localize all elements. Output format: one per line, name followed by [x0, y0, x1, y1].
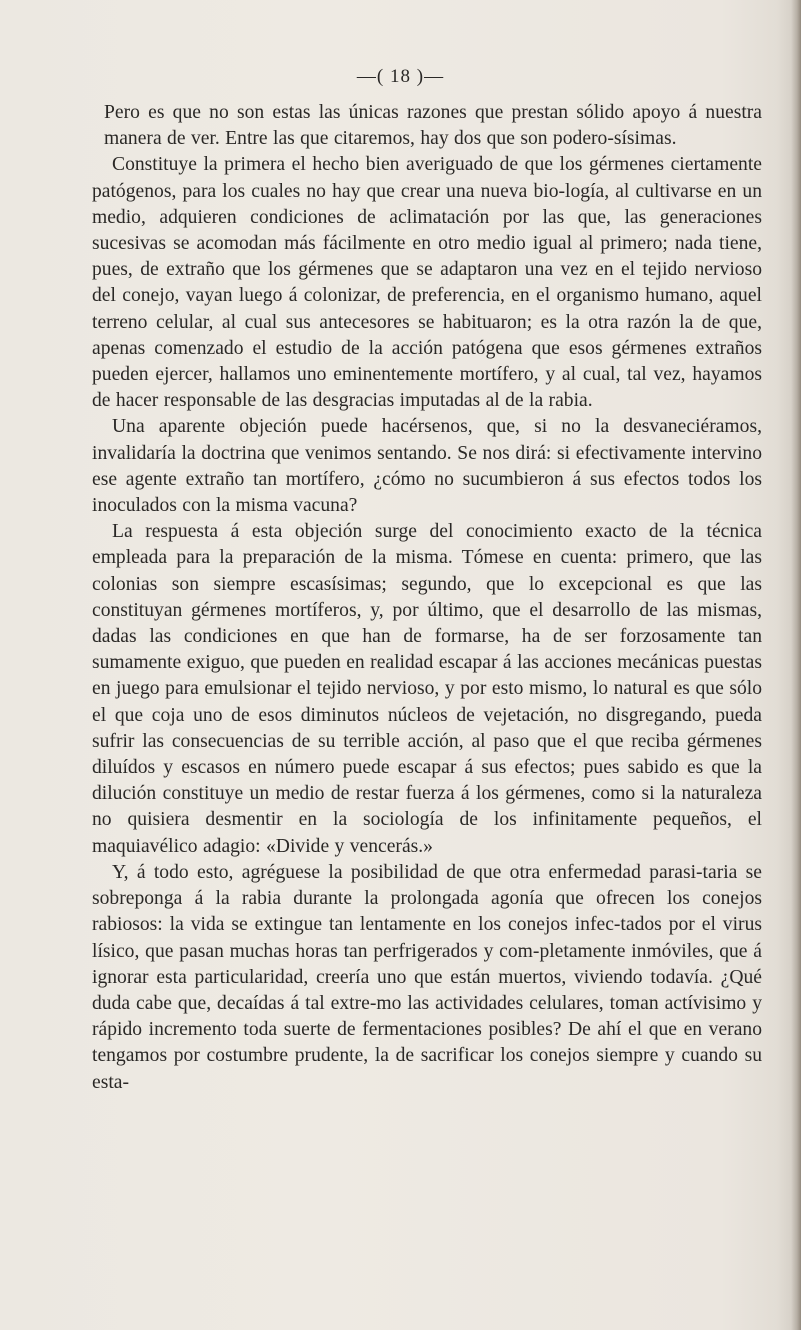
paragraph: Una aparente objeción puede hacérsenos, que, si no la desvaneciéramos, invalidaría la doctrina que venimos sentando. Se nos dirá: si efectivamente intervino ese agente extraño tan mortífero, ¿cómo no sucumbieron á sus efectos todos los inoculados con la misma vacuna? — [92, 416, 762, 517]
page-edge-shadow — [791, 0, 801, 1330]
page-number-header: —( 18 )— — [356, 66, 445, 87]
paragraph: La respuesta á esta objeción surge del conocimiento exacto de la técnica empleada para la preparación de la misma. Tómese en cuenta: primero, que las colonias son siempre escasísimas; segundo, que lo excepcional es que las constituyan gérmenes mortíferos, y, por último, que el desarrollo de las mismas, dadas las condiciones en que han de formarse, ha de ser forzosamente tan sumamente exiguo, que pueden en realidad escapar á las acciones mecánicas puestas en juego para emulsionar el tejido nervioso, y por esto mismo, lo natural es que sólo el que coja uno de esos diminutos núcleos de vejetación, no disgregando, pueda sufrir las consecuencias de su terrible acción, al paso que el que reciba gérmenes diluídos y escasos en número puede escapar á sus efectos; pues sabido es que la dilución constituye un medio de restar fuerza á los gérmenes, como si la naturaleza no quisiera desmentir en la sociología de los infinitamente pequeños, el maquiavélico adagio: «Divide y vencerás.» — [92, 521, 762, 857]
paragraph: Y, á todo esto, agréguese la posibilidad de que otra enfermedad parasi-taria se sobreponga á la rabia durante la prolongada agonía que ofrecen los conejos rabiosos: la vida se extingue tan lentamente en los conejos infec-tados por el virus lísico, que pasan muchas horas tan perfrigerados y com-pletamente inmóviles, que á ignorar esta particularidad, creería uno que están muertos, viviendo todavía. ¿Qué duda cabe que, decaídas á tal extre-mo las actividades celulares, toman actívisimo y rápido incremento toda suerte de fermentaciones posibles? De ahí el que en verano tengamos por costumbre prudente, la de sacrificar los conejos siempre y cuando su esta- — [92, 861, 762, 1093]
body-text — [92, 100, 762, 1096]
paragraph: Constituye la primera el hecho bien averiguado de que los gérmenes ciertamente patógenos, para los cuales no hay que crear una nueva bio-logía, al cultivarse en un medio, adquieren condiciones de aclimatación por las que, las generaciones sucesivas se acomodan más fácilmente en otro medio igual al primero; nada tiene, pues, de extraño que los gérmenes que se adaptaron una vez en el tejido nervioso del conejo, vayan luego á colonizar, de preferencia, en el organismo humano, aquel terreno celular, al cual sus antecesores se habituaron; es la otra razón la de que, apenas comenzado el estudio de la acción patógena que esos gérmenes extraños pueden ejercer, hallamos uno eminentemente mortífero, y al cual, tal vez, hayamos de hacer responsable de las desgracias imputadas al de la rabia. — [92, 154, 762, 412]
paragraph: Pero es que no son estas las únicas razones que prestan sólido apoyo á nuestra manera de ver. Entre las que citaremos, hay dos que son podero-sísimas. — [104, 102, 762, 150]
